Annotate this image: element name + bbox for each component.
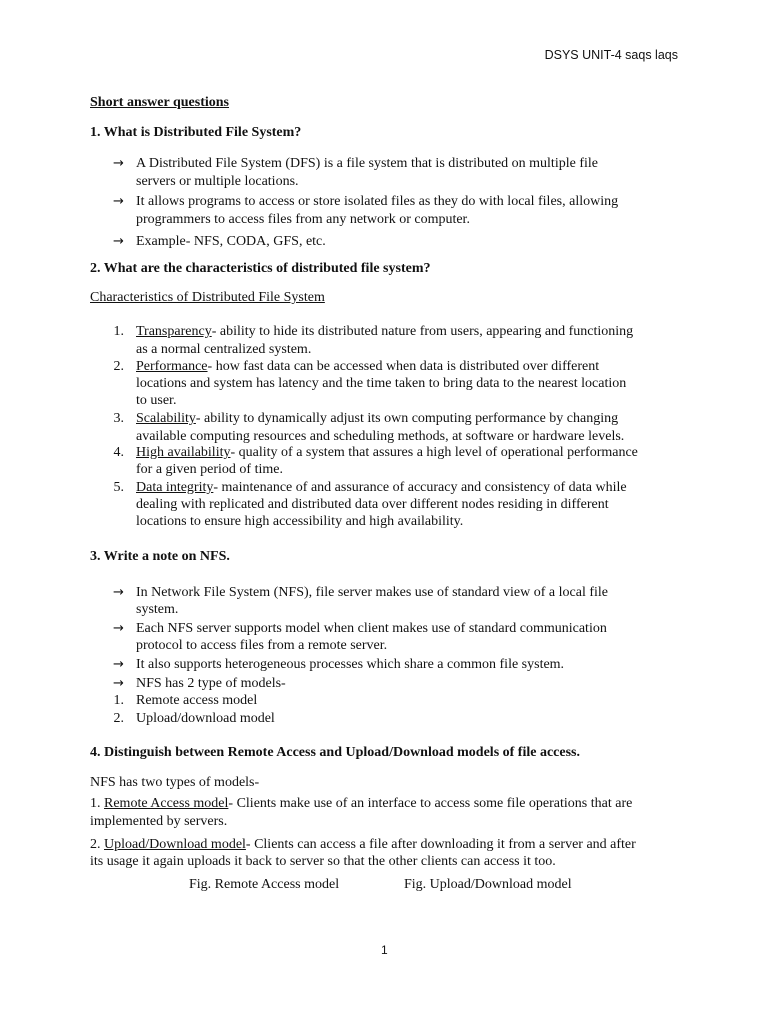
arrow-icon: → [113,156,124,171]
q4-para-2-line-1 [90,836,636,853]
q4-para-2-prefix: 2. [90,837,104,852]
q2-item-4-term: High availability [136,445,231,460]
q2-item-2-line-2: locations and system has latency and the time taken to bring data to the nearest location [136,376,627,391]
arrow-icon: → [113,621,124,636]
question-4-title: 4. Distinguish between Remote Access and Upload/Download models of file access. [90,745,580,760]
q4-para-1-desc: - Clients make use of an interface to access some file operations that are [228,796,633,811]
q3-bullet-2-line-1: Each NFS server supports model when client makes use of standard communication [136,621,607,636]
q1-bullet-2-line-2: programmers to access files from any network or computer. [136,212,470,227]
q2-item-4-desc: - quality of a system that assures a high level of operational performance [230,445,638,460]
q1-bullet-1-line-2: servers or multiple locations. [136,174,299,189]
arrow-icon: → [113,234,124,249]
q4-para-2-term: Upload/Download model [104,837,246,852]
arrow-icon: → [113,676,124,691]
q2-item-5-term: Data integrity [136,480,214,495]
q4-para-1-line-1 [90,795,632,812]
q2-subtitle: Characteristics of Distributed File System [90,290,325,305]
q3-bullet-1-line-2: system. [136,602,179,617]
q3-model-1-number: 1. [113,693,124,708]
q3-bullet-1-line-1: In Network File System (NFS), file server makes use of standard view of a local file [136,585,608,600]
q2-item-4-number: 4. [113,445,124,460]
q2-item-5-line-3: locations to ensure high accessibility and high availability. [136,514,464,529]
q4-para-1-prefix: 1. [90,796,104,811]
q4-intro: NFS has two types of models- [90,775,260,790]
q2-item-2-number: 2. [113,359,124,374]
question-1-title: 1. What is Distributed File System? [90,125,302,140]
q3-model-2: Upload/download model [136,711,275,726]
q2-item-2-desc: - how fast data can be accessed when data is distributed over different [207,359,600,374]
q3-bullet-2-line-2: protocol to access files from a remote server. [136,638,388,653]
question-2-title: 2. What are the characteristics of distributed file system? [90,261,431,276]
figure-caption-upload-download: Fig. Upload/Download model [404,877,572,892]
q1-bullet-3-line-1: Example- NFS, CODA, GFS, etc. [136,234,326,249]
question-3-title: 3. Write a note on NFS. [90,549,230,564]
q2-item-1-number: 1. [113,324,124,339]
q4-para-2-line-2: its usage it again uploads it back to server so that the other clients can access it too. [90,854,556,869]
q2-item-5-line-2: dealing with replicated and distributed data over different nodes residing in different [136,497,609,512]
q4-para-2-desc: - Clients can access a file after downloading it from a server and after [245,837,636,852]
arrow-icon: → [113,657,124,672]
q1-bullet-2-line-1: It allows programs to access or store isolated files as they do with local files, allowing [136,194,619,209]
section-title: Short answer questions [90,95,229,110]
q3-bullet-3-line-1: It also supports heterogeneous processes which share a common file system. [136,657,565,672]
q3-model-2-number: 2. [113,711,124,726]
q2-item-1-line-1 [136,323,633,340]
q2-item-1-term: Transparency [136,324,212,339]
q2-item-3-line-2: available computing resources and scheduling methods, at software or hardware levels. [136,429,625,444]
q2-item-3-number: 3. [113,411,124,426]
q2-item-5-line-1 [136,479,627,496]
page-number: 1 [381,943,388,957]
q2-item-3-desc: - ability to dynamically adjust its own computing performance by changing [195,411,619,426]
q4-para-1-line-2: implemented by servers. [90,814,228,829]
q2-item-2-line-3: to user. [136,393,177,408]
q2-item-2-line-1 [136,358,599,375]
arrow-icon: → [113,585,124,600]
q2-item-1-desc: - ability to hide its distributed nature from users, appearing and functioning [211,324,634,339]
q2-item-5-number: 5. [113,480,124,495]
q2-item-2-term: Performance [136,359,208,374]
q2-item-1-line-2: as a normal centralized system. [136,342,312,357]
q4-para-1-term: Remote Access model [104,796,229,811]
q2-item-4-line-1 [136,444,638,461]
page-header: DSYS UNIT-4 saqs laqs [544,48,678,62]
arrow-icon: → [113,194,124,209]
q2-item-3-term: Scalability [136,411,196,426]
q3-model-1: Remote access model [136,693,258,708]
q3-bullet-4-line-1: NFS has 2 type of models- [136,676,286,691]
q2-item-4-line-2: for a given period of time. [136,462,283,477]
figure-caption-remote-access: Fig. Remote Access model [189,877,340,892]
q1-bullet-1-line-1: A Distributed File System (DFS) is a file system that is distributed on multiple file [136,156,598,171]
q2-item-5-desc: - maintenance of and assurance of accuracy and consistency of data while [213,480,627,495]
q2-item-3-line-1 [136,410,618,427]
